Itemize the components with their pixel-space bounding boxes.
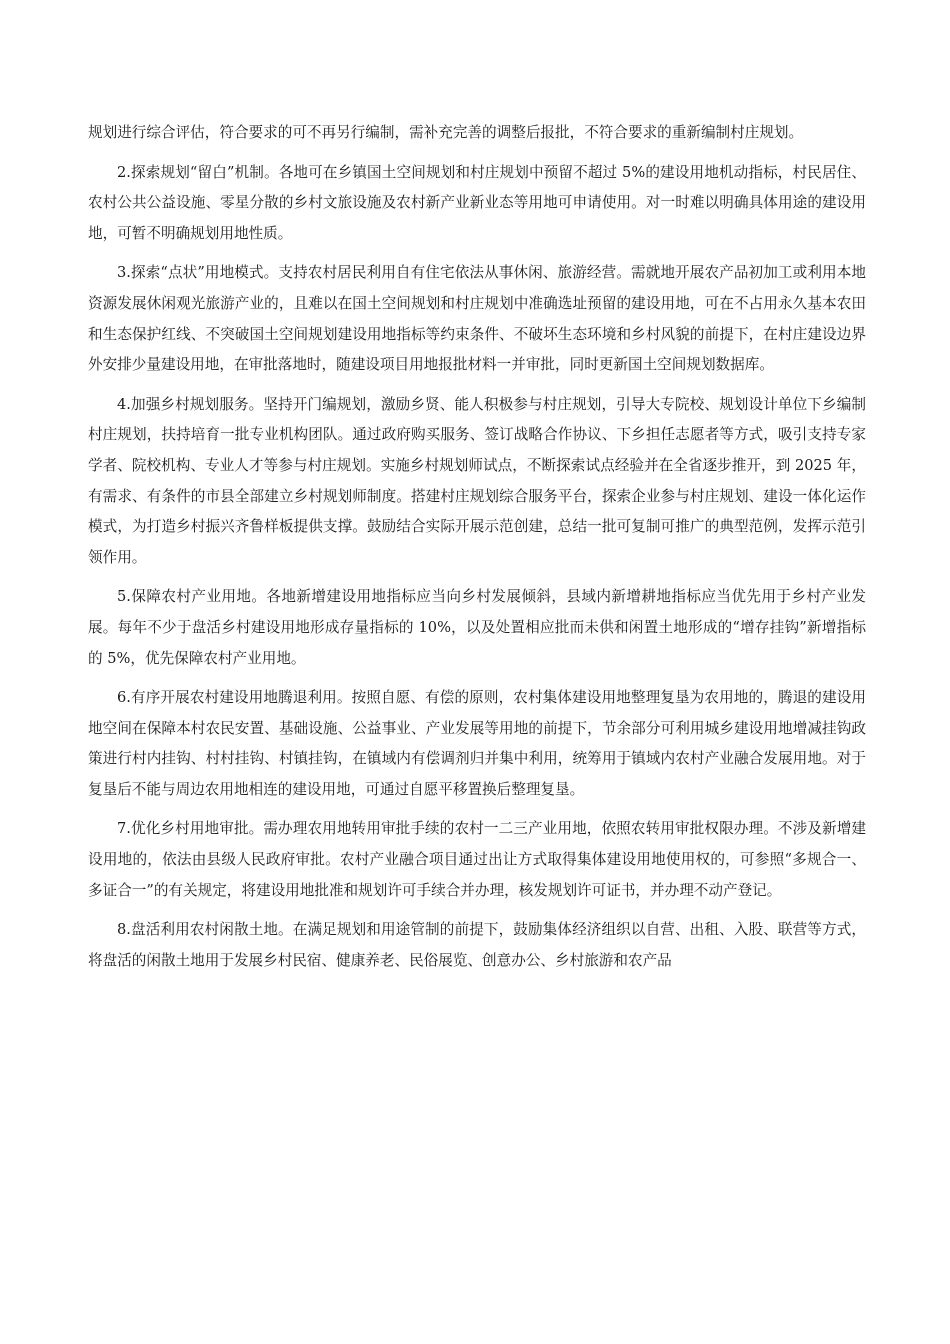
paragraph-item-6: 6.有序开展农村建设用地腾退利用。按照自愿、有偿的原则，农村集体建设用地整理复垦为农用地的，腾退的建设用地空间在保障本村农民安置、基础设施、公益事业、产业发展等用地的前提下，节余部分可利用城乡建设用地增减挂钩政策进行村内挂钩、村村挂钩、村镇挂钩，在镇域内有偿调剂归并集中利用，统筹用于镇域内农村产业融合发展用地。对于复垦后不能与周边农用地相连的建设用地，可通过自愿平移置换后整理复垦。 (88, 689, 866, 798)
paragraph-item-7: 7.优化乡村用地审批。需办理农用地转用审批手续的农村一二三产业用地，依照农转用审批权限办理。不涉及新增建设用地的，依法由县级人民政府审批。农村产业融合项目通过出让方式取得集体建设用地使用权的，可参照“多规合一、多证合一”的有关规定，将建设用地批准和规划许可手续合并办理，核发规划许可证书，并办理不动产登记。 (88, 820, 866, 899)
paragraph-item-4: 4.加强乡村规划服务。坚持开门编规划，激励乡贤、能人积极参与村庄规划，引导大专院校、规划设计单位下乡编制村庄规划，扶持培育一批专业机构团队。通过政府购买服务、签订战略合作协议、下乡担任志愿者等方式，吸引支持专家学者、院校机构、专业人才等参与村庄规划。实施乡村规划师试点，不断探索试点经验并在全省逐步推开，到 2025 年，有需求、有条件的市县全部建立乡村规划师制度。搭建村庄规划综合服务平台，探索企业参与村庄规划、建设一体化运作模式，为打造乡村振兴齐鲁样板提供支撑。鼓励结合实际开展示范创建，总结一批可复制可推广的典型范例，发挥示范引领作用。 (88, 395, 866, 566)
paragraph-item-5: 5.保障农村产业用地。各地新增建设用地指标应当向乡村发展倾斜，县域内新增耕地指标应当优先用于乡村产业发展。每年不少于盘活乡村建设用地形成存量指标的 10%，以及处置相应批而未供和闲置土地形成的“增存挂钩”新增指标的 5%，优先保障农村产业用地。 (88, 588, 866, 667)
paragraph-item-8: 8.盘活利用农村闲散土地。在满足规划和用途管制的前提下，鼓励集体经济组织以自营、出租、入股、联营等方式，将盘活的闲散土地用于发展乡村民宿、健康养老、民俗展览、创意办公、乡村旅游和农产品 (88, 921, 866, 969)
document-body (88, 118, 866, 985)
paragraph-continuation: 规划进行综合评估，符合要求的可不再另行编制，需补充完善的调整后报批，不符合要求的重新编制村庄规划。 (88, 124, 804, 141)
paragraph-item-3: 3.探索“点状”用地模式。支持农村居民利用自有住宅依法从事休闲、旅游经营。需就地开展农产品初加工或利用本地资源发展休闲观光旅游产业的，且难以在国土空间规划和村庄规划中准确选址预留的建设用地，可在不占用永久基本农田和生态保护红线、不突破国土空间规划建设用地指标等约束条件、不破坏生态环境和乡村风貌的前提下，在村庄建设边界外安排少量建设用地，在审批落地时，随建设项目用地报批材料一并审批，同时更新国土空间规划数据库。 (88, 264, 866, 374)
paragraph-item-2: 2.探索规划“留白”机制。各地可在乡镇国土空间规划和村庄规划中预留不超过 5%的建设用地机动指标，村民居住、农村公共公益设施、零星分散的乡村文旅设施及农村新产业新业态等用地可申请使用。对一时难以明确具体用途的建设用地，可暂不明确规划用地性质。 (88, 163, 866, 242)
